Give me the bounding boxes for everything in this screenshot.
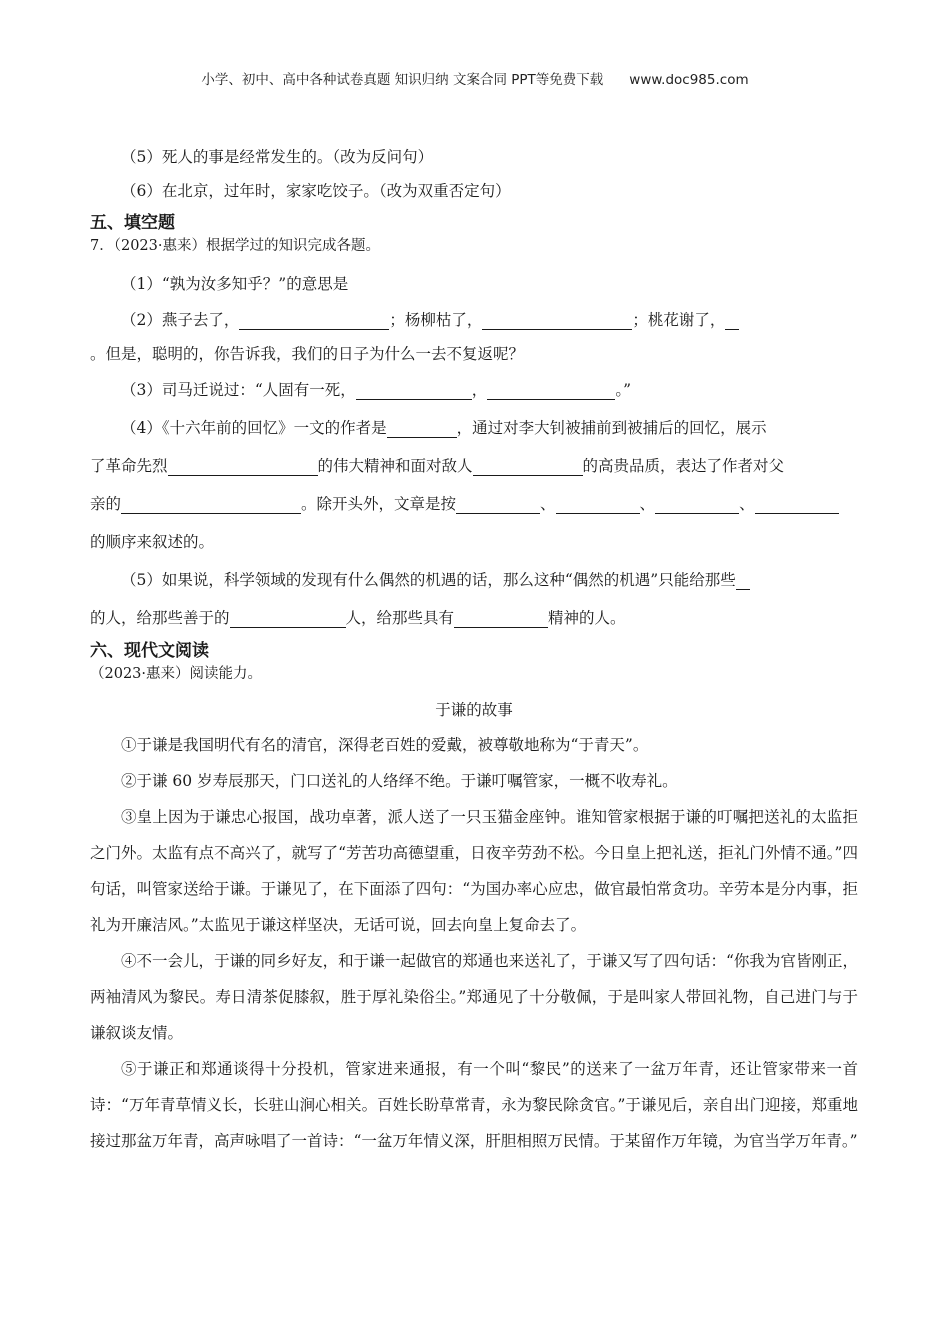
fill-item-4-text-f: 亲的 bbox=[90, 495, 122, 513]
section-5-intro: 7．（2023·惠来）根据学过的知识完成各题。 bbox=[90, 238, 380, 254]
article-paragraph-5: ⑤于谦正和郑通谈得十分投机，管家进来通报，有一个叫“黎民”的送来了一盆万年青，还让管家带来一首诗：“万年青草情义长，长驻山涧心相关。百姓长盼草常青，永为黎民除贪官。”于谦见后，亲自出门迎接，郑重地接过那盆万年青，高声咏唱了一首诗：“一盆万年情义深，肝胆相照万民情。于某留作万年镜，为官当学万年青。” bbox=[90, 1060, 858, 1150]
section-5-title: 五、填空题 bbox=[90, 213, 175, 233]
fill-item-3-text-c: 。” bbox=[615, 381, 631, 399]
fill-item-4-sep-3: 、 bbox=[739, 495, 755, 513]
fill-item-4-sep-1: 、 bbox=[540, 495, 556, 513]
page-header bbox=[0, 68, 950, 88]
article-title: 于谦的故事 bbox=[435, 701, 513, 719]
fill-item-2 bbox=[90, 303, 858, 337]
fill-item-3 bbox=[90, 373, 858, 407]
article-paragraph-2: ②于谦 60 岁寿辰那天，门口送礼的人络绎不绝。于谦叮嘱管家，一概不收寿礼。 bbox=[121, 772, 678, 790]
fill-item-5-line-2 bbox=[90, 601, 858, 635]
fill-item-1-text: （1）“孰为汝多知乎？”的意思是 bbox=[121, 275, 349, 293]
fill-item-4-line-3 bbox=[90, 487, 858, 521]
header-site[interactable]: www.doc985.com bbox=[629, 72, 749, 88]
blank-5-1[interactable] bbox=[736, 571, 750, 590]
fill-item-2-cont: 。但是，聪明的，你告诉我，我们的日子为什么一去不复返呢？ bbox=[90, 345, 525, 363]
blank-2-1[interactable] bbox=[239, 311, 389, 330]
fill-item-2-text-a: （2）燕子去了， bbox=[121, 311, 240, 329]
fill-item-2-text-b: ；杨柳枯了， bbox=[389, 311, 483, 329]
fill-item-1 bbox=[90, 267, 858, 301]
blank-4-2[interactable] bbox=[168, 457, 318, 476]
blank-4-7[interactable] bbox=[655, 495, 739, 514]
blank-4-8[interactable] bbox=[755, 495, 839, 514]
article-paragraph-1: ①于谦是我国明代有名的清官，深得老百姓的爱戴，被尊敬地称为“于青天”。 bbox=[121, 736, 649, 754]
fill-item-4-sep-2: 、 bbox=[639, 495, 656, 513]
fill-item-2-text-c: ；桃花谢了， bbox=[632, 311, 726, 329]
header-text: 小学、初中、高中各种试卷真题 知识归纳 文案合同 PPT等免费下载 bbox=[201, 72, 604, 88]
blank-3-2[interactable] bbox=[487, 381, 615, 400]
fill-item-5-text-b: 的人，给那些善于的 bbox=[90, 609, 230, 627]
fill-item-4-text-g: 。除开头外，文章是按 bbox=[301, 495, 457, 513]
section-6-title: 六、现代文阅读 bbox=[90, 641, 209, 661]
document-body bbox=[90, 140, 858, 1159]
fill-item-4 bbox=[90, 411, 858, 445]
fill-item-5-text-d: 精神的人。 bbox=[548, 609, 626, 627]
question-5: （5）死人的事是经常发生的。（改为反问句） bbox=[121, 148, 434, 166]
blank-4-3[interactable] bbox=[473, 457, 583, 476]
blank-2-2[interactable] bbox=[482, 311, 632, 330]
fill-item-4-text-c: 了革命先烈 bbox=[90, 457, 168, 475]
fill-item-4-text-e: 的高贵品质，表达了作者对父 bbox=[582, 457, 785, 475]
fill-item-3-text-b: ， bbox=[471, 381, 488, 399]
fill-item-5-text-a: （5）如果说，科学领域的发现有什么偶然的机遇的话，那么这种“偶然的机遇”只能给那些 bbox=[121, 571, 736, 589]
fill-item-4-text-a: （4）《十六年前的回忆》一文的作者是 bbox=[121, 419, 387, 437]
blank-4-1[interactable] bbox=[387, 419, 457, 438]
fill-item-4-line-2 bbox=[90, 449, 858, 483]
fill-item-4-text-d: 的伟大精神和面对敌人 bbox=[317, 457, 473, 475]
blank-5-3[interactable] bbox=[454, 609, 548, 628]
blank-4-6[interactable] bbox=[556, 495, 640, 514]
section-6-intro: （2023·惠来）阅读能力。 bbox=[90, 666, 263, 682]
fill-item-5-text-c: 人，给那些具有 bbox=[345, 609, 455, 627]
blank-2-3[interactable] bbox=[725, 311, 739, 330]
question-6: （6）在北京，过年时，家家吃饺子。（改为双重否定句） bbox=[121, 182, 511, 200]
article-paragraph-4: ④不一会儿，于谦的同乡好友，和于谦一起做官的郑通也来送礼了，于谦又写了四句话：“你我为官皆刚正，两袖清风为黎民。寿日清茶促膝叙，胜于厚礼染俗尘。”郑通见了十分敬佩，于是叫家人带回礼物，自己进门与于谦叙谈友情。 bbox=[90, 952, 858, 1042]
blank-4-4[interactable] bbox=[121, 495, 301, 514]
blank-5-2[interactable] bbox=[230, 609, 346, 628]
fill-item-4-text-b: ，通过对李大钊被捕前到被捕后的回忆，展示 bbox=[456, 419, 767, 437]
article-paragraph-3: ③皇上因为于谦忠心报国，战功卓著，派人送了一只玉猫金座钟。谁知管家根据于谦的叮嘱把送礼的太监拒之门外。太监有点不高兴了，就写了“芳苦功高德望重，日夜辛劳劲不松。今日皇上把礼送，拒礼门外情不通。”四句话，叫管家送给于谦。于谦见了，在下面添了四句：“为国办率心应忠，做官最怕常贪功。辛劳本是分内事，拒礼为开廉洁风。”太监见于谦这样坚决，无话可说，回去向皇上复命去了。 bbox=[90, 808, 858, 934]
blank-3-1[interactable] bbox=[356, 381, 472, 400]
fill-item-4-line-4: 的顺序来叙述的。 bbox=[90, 533, 215, 551]
fill-item-3-text-a: （3）司马迁说过：“人固有一死， bbox=[121, 381, 356, 399]
fill-item-5 bbox=[90, 563, 858, 597]
blank-4-5[interactable] bbox=[456, 495, 540, 514]
